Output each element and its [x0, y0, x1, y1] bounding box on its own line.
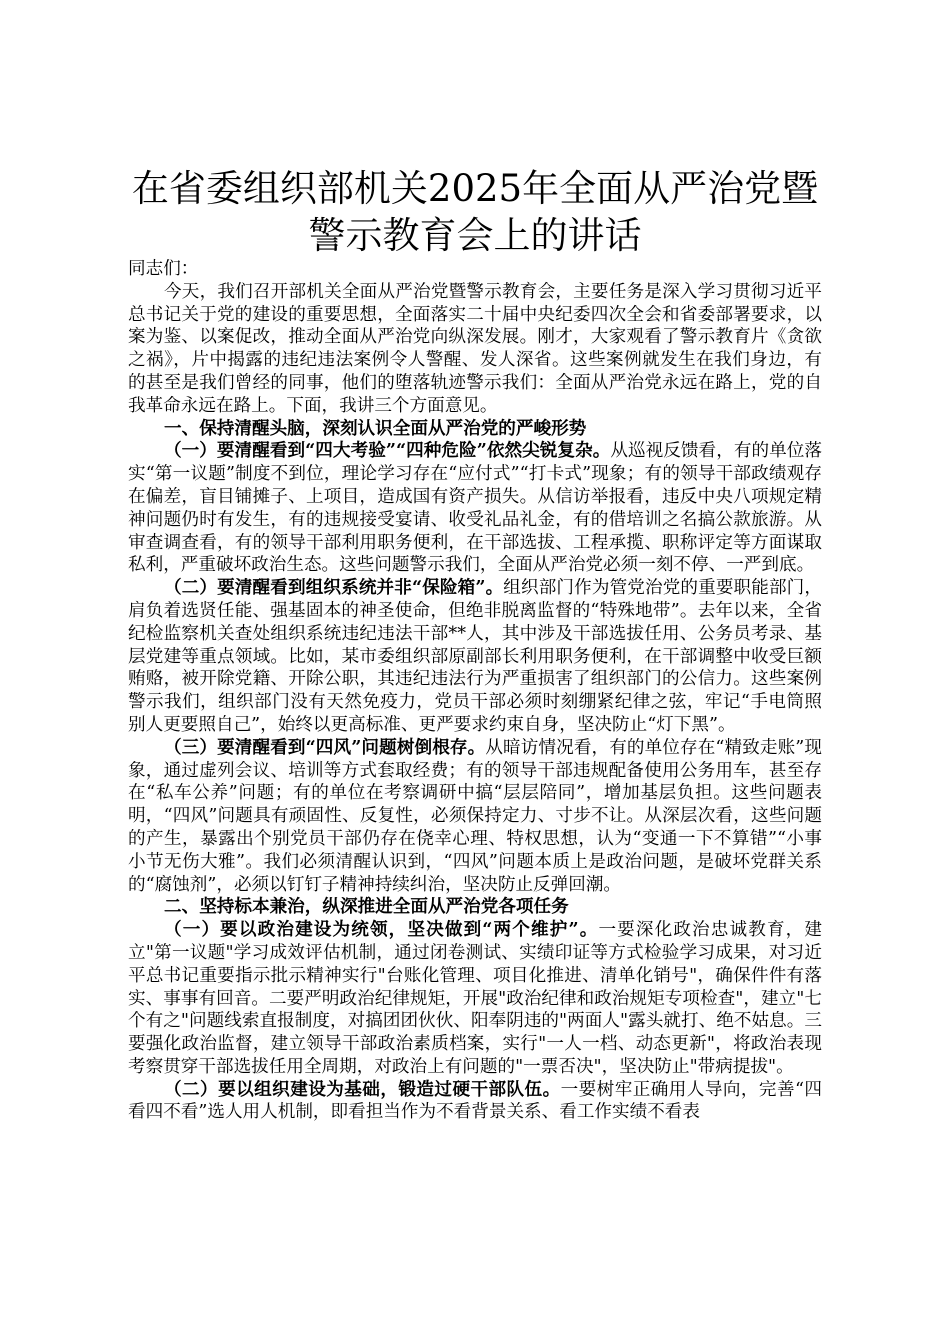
greeting: 同志们：	[128, 259, 199, 279]
document-body	[128, 258, 822, 1124]
paragraph-text: 一要树牢正确用人导向，完善“四看四不看”选人用人机制，即看担当作为不看背景关系、看工作实绩不看表	[128, 1079, 822, 1123]
paragraph-text: 组织部门作为管党治党的重要职能部门，肩负着选贤任能、强基固本的神圣使命，但绝非脱离监督的“特殊地带”。去年以来，全省纪检监察机关查处组织系统违纪违法干部**人，其中涉及干部选拔任用、公务员考录、基层党建等重点领域。比如，某市委组织部原副部长利用职务便利，在干部调整中收受巨额贿赂，被开除党籍、开除公职，其违纪违法行为严重损害了组织部门的公信力。这些案例警示我们，组织部门没有天然免疫力，党员干部必须时刻绷紧纪律之弦，牢记“手电筒照别人更要照自己”，始终以更高标准、更严要求约束自身，坚决防止“灯下黑”。	[128, 578, 822, 735]
section-2-heading: 二、坚持标本兼治，纵深推进全面从严治党各项任务	[164, 896, 569, 918]
paragraph-lead: （一）要以政治建设为统领，坚决做到“两个维护”。	[164, 919, 599, 941]
section-1-paragraph-1	[128, 440, 822, 577]
intro-paragraph: 今天，我们召开部机关全面从严治党暨警示教育会，主要任务是深入学习贯彻习近平总书记关于党的建设的重要思想，全面落实二十届中央纪委四次全会和省委部署要求，以案为鉴、以案促改，推动全面从严治党向纵深发展。刚才，大家观看了警示教育片《贪欲之祸》，片中揭露的违纪违法案例令人警醒、发人深省。这些案例就发生在我们身边，有的甚至是我们曾经的同事，他们的堕落轨迹警示我们：全面从严治党永远在路上，党的自我革命永远在路上。下面，我讲三个方面意见。	[128, 281, 822, 416]
section-2-paragraph-2	[128, 1079, 822, 1125]
section-1-paragraph-2	[128, 577, 822, 737]
paragraph-text: 从巡视反馈看，有的单位落实“第一议题”制度不到位，理论学习存在“应付式”“打卡式”现象；有的领导干部政绩观存在偏差，盲目铺摊子、上项目，造成国有资产损失。从信访举报看，违反中央八项规定精神问题仍时有发生，有的违规接受宴请、收受礼品礼金，有的借培训之名搞公款旅游。从审查调查看，有的领导干部利用职务便利，在干部选拔、工程承揽、职称评定等方面谋取私利，严重破坏政治生态。这些问题警示我们，全面从严治党必须一刻不停、一严到底。	[128, 441, 822, 576]
paragraph-lead: （二）要以组织建设为基础，锻造过硬干部队伍。	[164, 1078, 561, 1100]
section-1-heading: 一、保持清醒头脑，深刻认识全面从严治党的严峻形势	[164, 417, 587, 439]
paragraph-text: 从暗访情况看，有的单位存在“精致走账”现象，通过虚列会议、培训等方式套取经费；有的领导干部违规配备使用公务用车，甚至存在“私车公养”问题；有的单位在考察调研中搞“层层陪同”，增加基层负担。这些问题表明，“四风”问题具有顽固性、反复性，必须保持定力、寸步不让。从深层次看，这些问题的产生，暴露出个别党员干部仍存在侥幸心理、特权思想，认为“变通一下不算错”“小事小节无伤大雅”。我们必须清醒认识到，“四风”问题本质上是政治问题，是破坏党群关系的“腐蚀剂”，必须以钉钉子精神持续纠治，坚决防止反弹回潮。	[128, 737, 822, 895]
document-title: 在省委组织部机关2025年全面从严治党暨警示教育会上的讲话	[131, 167, 819, 257]
paragraph-text: 一要深化政治忠诚教育，建立"第一议题"学习成效评估机制，通过闭卷测试、实绩印证等方式检验学习成果，对习近平总书记重要指示批示精神实行"台账化管理、项目化推进、清单化销号"，确保件件有落实、事事有回音。二要严明政治纪律规矩，开展"政治纪律和政治规矩专项检查"，建立"七个有之"问题线索直报制度，对搞团团伙伙、阳奉阴违的"两面人"露头就打、绝不姑息。三要强化政治监督，建立领导干部政治素质档案，实行"一人一档、动态更新"，将政治表现考察贯穿干部选拔任用全周期，对政治上有问题的"一票否决"，坚决防止"带病提拔"。	[128, 920, 822, 1077]
paragraph-lead: （一）要清醒看到“四大考验”“四种危险”依然尖锐复杂。	[164, 440, 611, 462]
section-1-paragraph-3	[128, 737, 822, 897]
paragraph-lead: （二）要清醒看到组织系统并非“保险箱”。	[164, 577, 504, 599]
paragraph-lead: （三）要清醒看到“四风”问题树倒根存。	[164, 736, 486, 758]
section-2-paragraph-1	[128, 919, 822, 1079]
